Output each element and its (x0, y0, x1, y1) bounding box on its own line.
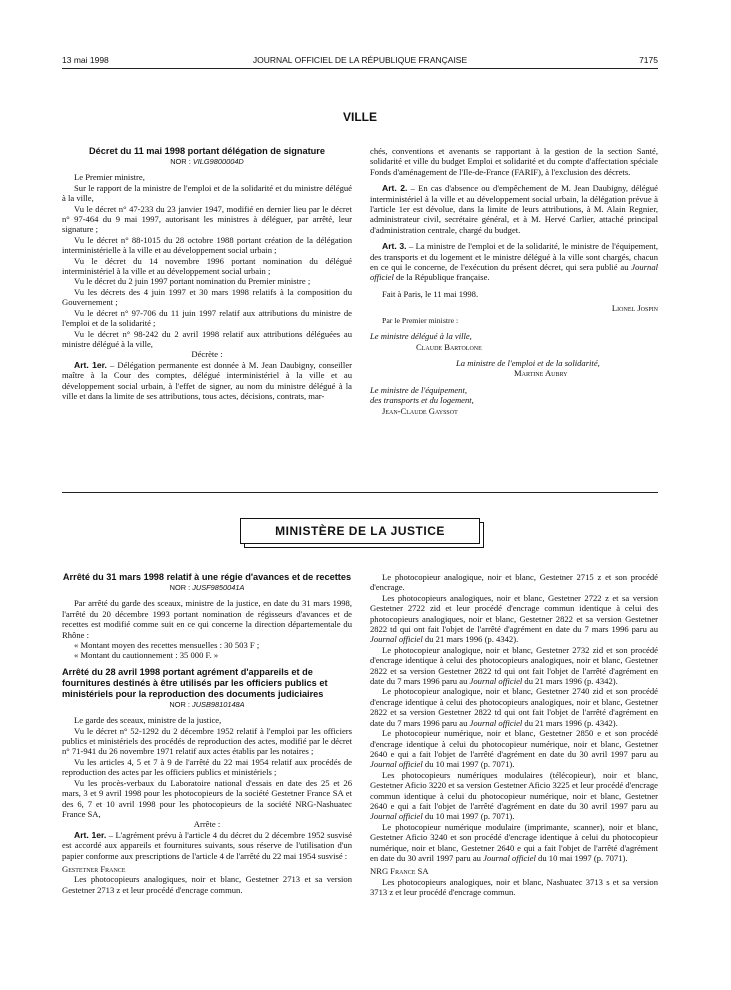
arrete-31-mars-body: Par arrêté du garde des sceaux, ministre de la justice, en date du 31 mars 1998, l'arrêté du 20 décembre 1993 portant nomination de régisseurs d'avances et de recettes est modifié comme suit en ce qui concerne la direction départementale du Rhône : (62, 598, 352, 640)
gestetner-2713: Les photocopieurs analogiques, noir et blanc, Gestetner 2713 et sa version Gestetner 2713 z et leur procédé d'encrage commun. (62, 874, 352, 895)
decrete-label: Décrète : (191, 349, 223, 360)
section-box-justice (240, 518, 488, 548)
decree-nor (62, 157, 352, 167)
nrg-heading: NRG France SA (370, 866, 429, 877)
nor-code: VILG9800004D (192, 157, 244, 166)
minister-equipement-title-2: des transports et du logement, (370, 395, 474, 406)
justice-left-column: Arrêté du 31 mars 1998 relatif à une régie d'avances et de recettes NOR : JUSF9850041A Par arrêté du garde des sceaux, ministre de la justice, en date du 31 mars 1998, l'arrêté du 20 décembre 1993 portant nomination de régisseurs d'avances et de recettes est modifié comme suit en ce qui concerne la direction départementale du Rhône : « Montant moyen des recettes mensuelles : 30 503 F ; « Montant du cautionnement : 35 000 F. » Arrêté du 28 avril 1998 portant agrément d'appareils et de fournitures destinés à être utilisés par les officiers publics et ministériels pour la reproduction des documents judiciaires NOR : JUSB9810148A Le garde des sceaux, ministre de la justice, Vu le décret n° 52-1292 du 2 décembre 1952 relatif à l'emploi par les officiers publics et ministériels des procédés de reproduction des actes, modifié par le décret n° 71-941 du 26 novembre 1971 relatif aux actes établis par les notaires ; Vu les articles 4, 5 et 7 à 9 de l'arrêté du 22 mai 1954 relatif aux procédés de reproduction des actes par les officiers publics et ministériels ; Vu les procès-verbaux du Laboratoire national d'essais en date des 25 et 26 mars, 3 et 9 avril 1998 pour les photocopieurs de la société Gestetner France SA et des 6, 7 et 10 avril 1998 pour les photocopieurs de la société NRG-Nashuatec France SA, Arrête : Art. 1er. – L'agrément prévu à l'article 4 du décret du 2 décembre 1952 susvisé est accordé aux appareils et fournitures suivants, sous réserve de l'utilisation d'un papier conforme aux prescriptions de l'article 4 de l'arrêté du 22 mai 1954 susvisé : Gestetner France Les photocopieurs analogiques, noir et blanc, Gestetner 2713 et sa version Gestetner 2713 z et leur procédé d'encrage commun. (62, 572, 352, 895)
arrete-visa-paragraph-4: Vu les procès-verbaux du Laboratoire national d'essais en date des 25 et 26 mars, 3 et 9 avril 1998 pour les photocopieurs de la société Gestetner France SA et des 6, 7 et 10 avril 1998 pour les photocopieurs de la société NRG-Nashuatec France SA, (62, 777, 352, 819)
visa-paragraph-9: Vu le décret n° 98-242 du 2 avril 1998 relatif aux attributions déléguées au ministre délégué à la ville, (62, 328, 352, 349)
photocopier-list (370, 572, 658, 863)
fait-a-paris: Fait à Paris, le 11 mai 1998. (382, 288, 479, 299)
header-journal-title: JOURNAL OFFICIEL DE LA RÉPUBLIQUE FRANÇAISE (252, 55, 468, 65)
signature-bartolone: Claude Bartolone (416, 341, 482, 352)
visa-paragraph-4: Vu le décret n° 88-1015 du 28 octobre 1988 portant création de la délégation interministérielle à la ville et au développement social urbain ; (62, 234, 352, 256)
arrete-label: Arrête : (193, 819, 221, 830)
minister-ville-title: Le ministre délégué à la ville, (370, 331, 472, 342)
article-1-continued: chés, conventions et avenants se rapportant à la gestion de la section Santé, solidarité et ville du budget Emploi et solidarité et du compte d'affectation spéciale Fonds d'aménagement de l'Ile-de-France (FARIF), à l'exclusion des décrets. (370, 146, 658, 177)
visa-paragraph-1: Le Premier ministre, (74, 172, 145, 183)
photocopier-paragraph-2: Les photocopieurs analogiques, noir et blanc, Gestetner 2722 z et sa version Gestetner 2722 zid et leur procédé d'encrage commun identique à celui des photocopieurs analogiques, noir et blanc, Gestetner 2822 et sa version Gestetner 2822 td qui ont fait l'objet de l'arrêté d'agrément en date du 7 mars 1996 paru au Journal officiel du 21 mars 1996 (p. 4342). (370, 592, 658, 645)
nor-label: NOR : (170, 157, 191, 166)
visa-paragraph-7: Vu les décrets des 4 juin 1997 et 30 mars 1998 relatifs à la composition du Gouvernement ; (62, 286, 352, 308)
photocopier-paragraph-5: Le photocopieur numérique, noir et blanc, Gestetner 2850 e et son procédé d'encrage identique à celui du photocopieur numérique, noir et blanc, Gestetner 2640 e qui a fait l'objet de l'arrêté d'agrément en date du 30 avril 1997 paru au Journal officiel du 10 mai 1997 (p. 7071). (370, 728, 658, 770)
article-3-label: Art. 3. (382, 241, 407, 252)
visa-paragraph-2: Sur le rapport de la ministre de l'emploi et de la solidarité et du ministre délégué à la ville, (62, 182, 352, 204)
arrete-31-mars-montant-moyen: « Montant moyen des recettes mensuelles : 30 503 F ; (74, 640, 260, 651)
photocopier-paragraph-3: Le photocopieur analogique, noir et blanc, Gestetner 2732 zid et son procédé d'encrage identique à celui des photocopieurs analogiques, noir et blanc, Gestetner 2822 et sa version Gestetner 2822 td qui ont fait l'objet de l'arrêté d'agrément en date du 7 mars 1996 paru au Journal officiel du 21 mars 1996 (p. 4342). (370, 644, 658, 687)
running-header (62, 55, 658, 69)
ville-right-column (370, 146, 658, 416)
arrete-visa-paragraph-1: Le garde des sceaux, ministre de la justice, (74, 715, 222, 726)
section-separator-rule (62, 492, 658, 493)
arrete-31-mars-cautionnement: « Montant du cautionnement : 35 000 F. » (74, 650, 219, 661)
arrete-visa-paragraph-3: Vu les articles 4, 5 et 7 à 9 de l'arrêté du 22 mai 1954 relatif aux procédés de reproduction des actes par les officiers publics et ministériels ; (62, 756, 352, 778)
header-date: 13 mai 1998 (62, 55, 109, 65)
article-2-label: Art. 2. (382, 183, 408, 194)
header-page-number: 7175 (639, 55, 658, 65)
photocopier-paragraph-1: Le photocopieur analogique, noir et blanc, Gestetner 2715 z et son procédé d'encrage. (370, 572, 658, 593)
visa-paragraph-3: Vu le décret n° 47-233 du 23 janvier 1947, modifié en dernier lieu par le décret n° 97-464 du 9 mai 1997, autorisant les ministres à déléguer, par arrêté, leur signature ; (62, 203, 352, 235)
ville-visas (62, 172, 352, 349)
article-2 (370, 183, 658, 235)
arrete-28-avril-article-1: Art. 1er. – L'agrément prévu à l'article 4 du décret du 2 décembre 1952 susvisé est accordé aux appareils et fournitures suivants, sous réserve de l'utilisation d'un papier conforme aux prescriptions de l'article 4 de l'arrêté du 22 mai 1954 susvisé : (62, 829, 352, 861)
photocopier-paragraph-7: Le photocopieur numérique modulaire (imprimante, scanner), noir et blanc, Gestetner Aficio 3240 et son procédé d'encrage identique à celui du photocopieur numérique, noir et blanc, Gestetner 2640 e qui a fait l'objet de l'arrêté d'agrément en date du 30 avril 1997 paru au Journal officiel du 10 mai 1997 (p. 7071). (370, 821, 658, 863)
article-2-text: – En cas d'absence ou d'empêchement de M. Jean Daubigny, délégué interministériel à la ville et au développement social urbain, la délégation prévue à l'article 1er est dévolue, dans la limite de leurs attributions, à M. Alain Regnier, administrateur civil, secrétaire général, et à M. Hervé Carlier, attaché principal d'administration centrale, chargé du budget. (370, 183, 658, 235)
signature-gayssot: Jean-Claude Gayssot (382, 405, 458, 416)
section-title-ville: VILLE (342, 110, 377, 124)
article-1-text: – Délégation permanente est donnée à M. Jean Daubigny, conseiller maître à la Cour des comptes, délégué interministériel à la ville et au développement social urbain, à l'effet de signer, au nom du ministre délégué à la ville et dans la limite de ses attributions, tous actes, décisions, contrats, mar- (62, 359, 352, 401)
photocopier-paragraph-4: Le photocopieur analogique, noir et blanc, Gestetner 2740 zid et son procédé d'encrage identique à celui des photocopieurs analogiques, noir et blanc, Gestetner 2822 et sa version Gestetner 2822 td qui ont fait l'objet de l'arrêté d'agrément en date du 7 mars 1996 paru au Journal officiel du 21 mars 1996 (p. 4342). (370, 686, 658, 728)
photocopier-paragraph-6: Les photocopieurs numériques modulaires (télécopieur), noir et blanc, Gestetner Aficio 3220 et sa version Gestetner Aficio 3225 et leur procédé d'encrage commun identique à celui du photocopieur numérique, noir et blanc, Gestetner 2640 e qui a fait l'objet de l'arrêté d'agrément en date du 30 avril 1997 paru au Journal officiel du 10 mai 1997 (p. 7071). (370, 769, 658, 822)
arrete-visa-paragraph-2: Vu le décret n° 52-1292 du 2 décembre 1952 relatif à l'emploi par les officiers publics et ministériels des procédés de reproduction des actes, modifié par le décret n° 71-941 du 26 novembre 1971 relatif aux actes établis par les notaires ; (62, 725, 352, 757)
par-le-premier-ministre: Par le Premier ministre : (382, 315, 459, 325)
visa-paragraph-6: Vu le décret du 2 juin 1997 portant nomination du Premier ministre ; (74, 276, 311, 287)
minister-emploi-title: La ministre de l'emploi et de la solidarité, (456, 357, 600, 368)
justice-right-column (370, 572, 658, 898)
minister-equipement-title-1: Le ministre de l'équipement, (370, 384, 467, 395)
gestetner-heading: Gestetner France (62, 863, 126, 874)
arrete-28-avril-nor: JUSB9810148A (192, 699, 245, 709)
arrete-31-mars-nor: JUSF9850041A (192, 583, 245, 592)
section-title-justice: MINISTÈRE DE LA JUSTICE (240, 518, 480, 544)
signature-jospin: Lionel Jospin (611, 303, 658, 314)
nashuatec-3713: Les photocopieurs analogiques, noir et blanc, Nashuatec 3713 s et sa version 3713 z et leur procédé d'encrage commun. (370, 876, 658, 898)
article-3: Art. 3. – La ministre de l'emploi et de la solidarité, le ministre de l'équipement, des transports et du logement et le ministre délégué à la ville sont chargés, chacun en ce qui le concerne, de l'exécution du présent décret, qui sera publié au Journal officiel de la République française. (370, 241, 658, 283)
article-1 (62, 360, 352, 402)
article-1-label: Art. 1er. (74, 359, 107, 370)
ville-left-column (62, 146, 352, 401)
signature-aubry: Martine Aubry (514, 368, 568, 379)
decree-title: Décret du 11 mai 1998 portant délégation de signature (89, 146, 325, 156)
header-rule (62, 68, 658, 69)
arrete-31-mars-title: Arrêté du 31 mars 1998 relatif à une régie d'avances et de recettes (62, 572, 352, 582)
visa-paragraph-5: Vu le décret du 14 novembre 1996 portant nomination du délégué interministériel à la ville et au développement social urbain ; (62, 255, 352, 277)
arrete-28-avril-visas (62, 715, 352, 819)
visa-paragraph-8: Vu le décret n° 97-706 du 11 juin 1997 relatif aux attributions du ministre de l'emploi et de la solidarité ; (62, 307, 352, 329)
arrete-28-avril-title: Arrêté du 28 avril 1998 portant agrément d'appareils et de fournitures destinés à être utilisés par les officiers publics et ministériels pour la reproduction des documents judiciaires (62, 666, 328, 699)
